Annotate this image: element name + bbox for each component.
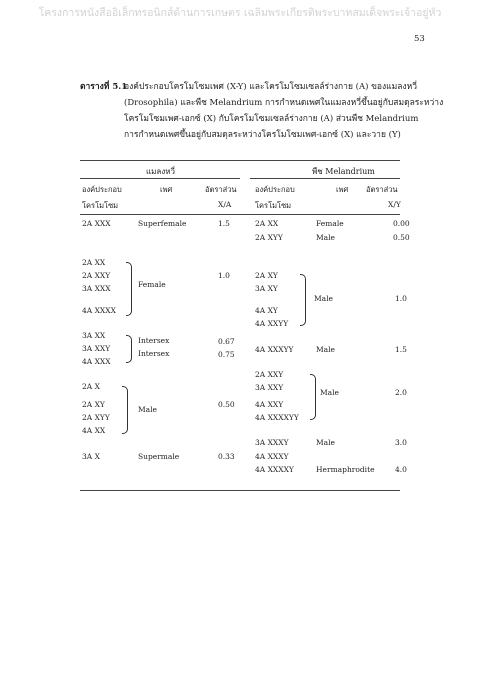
col-header-sex: เพศ bbox=[336, 185, 349, 194]
fly-ratio: 0.75 bbox=[218, 350, 235, 359]
plant-composition: 3A XY bbox=[255, 284, 278, 293]
plant-sex: Male bbox=[316, 345, 335, 354]
fly-composition: 2A X bbox=[82, 382, 100, 391]
plant-composition: 2A XXY bbox=[255, 370, 284, 379]
fly-composition: 3A XXY bbox=[82, 344, 111, 353]
page-header: โครงการหนังสืออิเล็กทรอนิกส์ด้านการเกษตร เฉลิมพระเกียรติพระบาทสมเด็จพระเจ้าอยู่หัว bbox=[38, 7, 442, 19]
fly-sex: Intersex bbox=[138, 349, 170, 358]
fly-composition: 4A XXX bbox=[82, 357, 111, 366]
plant-ratio: 2.0 bbox=[395, 388, 407, 397]
plant-sex: Male bbox=[316, 233, 335, 242]
plant-composition: 3A XXXY bbox=[255, 438, 289, 447]
fly-sex: Female bbox=[138, 280, 166, 289]
table-bottom-rule bbox=[80, 490, 400, 491]
plant-sex: Male bbox=[316, 438, 335, 447]
fly-composition: 2A XX bbox=[82, 258, 106, 267]
bracket-plant-male-1 bbox=[300, 274, 306, 326]
col-header-sex: เพศ bbox=[160, 185, 173, 194]
fly-composition: 2A XXX bbox=[82, 219, 111, 228]
col-header-ratio: อัตราส่วน bbox=[205, 185, 237, 194]
col-header-composition: องค์ประกอบ bbox=[82, 185, 122, 194]
fly-composition: 4A XXXX bbox=[82, 306, 116, 315]
plant-composition: 2A XY bbox=[255, 271, 278, 280]
col-header-ratio: อัตราส่วน bbox=[366, 185, 398, 194]
fly-composition: 3A XXX bbox=[82, 284, 111, 293]
fly-sex: Male bbox=[138, 405, 157, 414]
fly-composition: 2A XXY bbox=[82, 271, 111, 280]
table-caption-line4: การกำหนดเพศขึ้นอยู่กับสมดุลระหว่างโครโมโซมเพศ-เอกซ์ (X) และวาย (Y) bbox=[124, 130, 401, 140]
page-number: 53 bbox=[414, 34, 425, 44]
plant-ratio: 1.0 bbox=[395, 294, 407, 303]
plant-ratio: 0.00 bbox=[393, 219, 410, 228]
bracket-fly-intersex bbox=[126, 335, 132, 363]
table-caption-line1: องค์ประกอบโครโมโซมเพศ (X-Y) และโครโมโซมเซลล์ร่างกาย (A) ของแมลงหวี่ bbox=[124, 82, 417, 92]
table-top-rule bbox=[80, 160, 400, 161]
fly-composition: 2A XY bbox=[82, 400, 105, 409]
fly-ratio: 0.67 bbox=[218, 337, 235, 346]
group-rule-left bbox=[80, 178, 240, 179]
col-header-ratio-xa: X/A bbox=[218, 200, 232, 209]
plant-composition: 4A XXYY bbox=[255, 319, 289, 328]
plant-composition: 4A XXY bbox=[255, 400, 284, 409]
plant-composition: 3A XXY bbox=[255, 383, 284, 392]
bracket-plant-male-2 bbox=[310, 374, 316, 420]
group-header-plant: พืช Melandrium bbox=[312, 167, 375, 176]
plant-ratio: 4.0 bbox=[395, 465, 407, 474]
fly-sex: Superfemale bbox=[138, 219, 187, 228]
fly-sex: Supermale bbox=[138, 452, 180, 461]
col-header-ratio-xy: X/Y bbox=[388, 200, 401, 209]
bracket-fly-female bbox=[126, 262, 132, 316]
fly-ratio: 0.33 bbox=[218, 452, 235, 461]
plant-composition: 2A XYY bbox=[255, 233, 283, 242]
fly-sex: Intersex bbox=[138, 336, 170, 345]
header-bottom-rule bbox=[80, 214, 400, 215]
bracket-fly-male bbox=[122, 386, 128, 434]
col-header-composition-sub: โครโมโซม bbox=[255, 201, 292, 210]
table-caption-line3: โครโมโซมเพศ-เอกซ์ (X) กับโครโมโซมเซลล์ร่างกาย (A) ส่วนพืช Melandrium bbox=[124, 114, 419, 124]
plant-sex: Hermaphrodite bbox=[316, 465, 375, 474]
plant-composition: 4A XXXYY bbox=[255, 345, 294, 354]
table-caption-line2: (Drosophila) และพืช Melandrium การกำหนดเพศในแมลงหวี่ขึ้นอยู่กับสมดุลระหว่าง bbox=[124, 98, 444, 108]
fly-composition: 4A XX bbox=[82, 426, 106, 435]
plant-composition: 4A XXXY bbox=[255, 452, 289, 461]
fly-ratio: 1.0 bbox=[218, 271, 230, 280]
plant-ratio: 3.0 bbox=[395, 438, 407, 447]
col-header-composition: องค์ประกอบ bbox=[255, 185, 295, 194]
plant-composition: 2A XX bbox=[255, 219, 279, 228]
fly-composition: 3A X bbox=[82, 452, 100, 461]
plant-composition: 4A XY bbox=[255, 306, 278, 315]
plant-sex: Female bbox=[316, 219, 344, 228]
group-rule-right bbox=[250, 178, 400, 179]
group-header-fly: แมลงหวี่ bbox=[146, 167, 176, 176]
table-caption-label: ตารางที่ 5.1 bbox=[80, 82, 128, 92]
fly-composition: 3A XX bbox=[82, 331, 106, 340]
fly-composition: 2A XYY bbox=[82, 413, 110, 422]
plant-composition: 4A XXXXY bbox=[255, 465, 294, 474]
plant-ratio: 0.50 bbox=[393, 233, 410, 242]
plant-ratio: 1.5 bbox=[395, 345, 407, 354]
fly-ratio: 1.5 bbox=[218, 219, 230, 228]
plant-composition: 4A XXXXYY bbox=[255, 413, 299, 422]
col-header-composition-sub: โครโมโซม bbox=[82, 201, 119, 210]
plant-sex: Male bbox=[320, 388, 339, 397]
fly-ratio: 0.50 bbox=[218, 400, 235, 409]
plant-sex: Male bbox=[314, 294, 333, 303]
